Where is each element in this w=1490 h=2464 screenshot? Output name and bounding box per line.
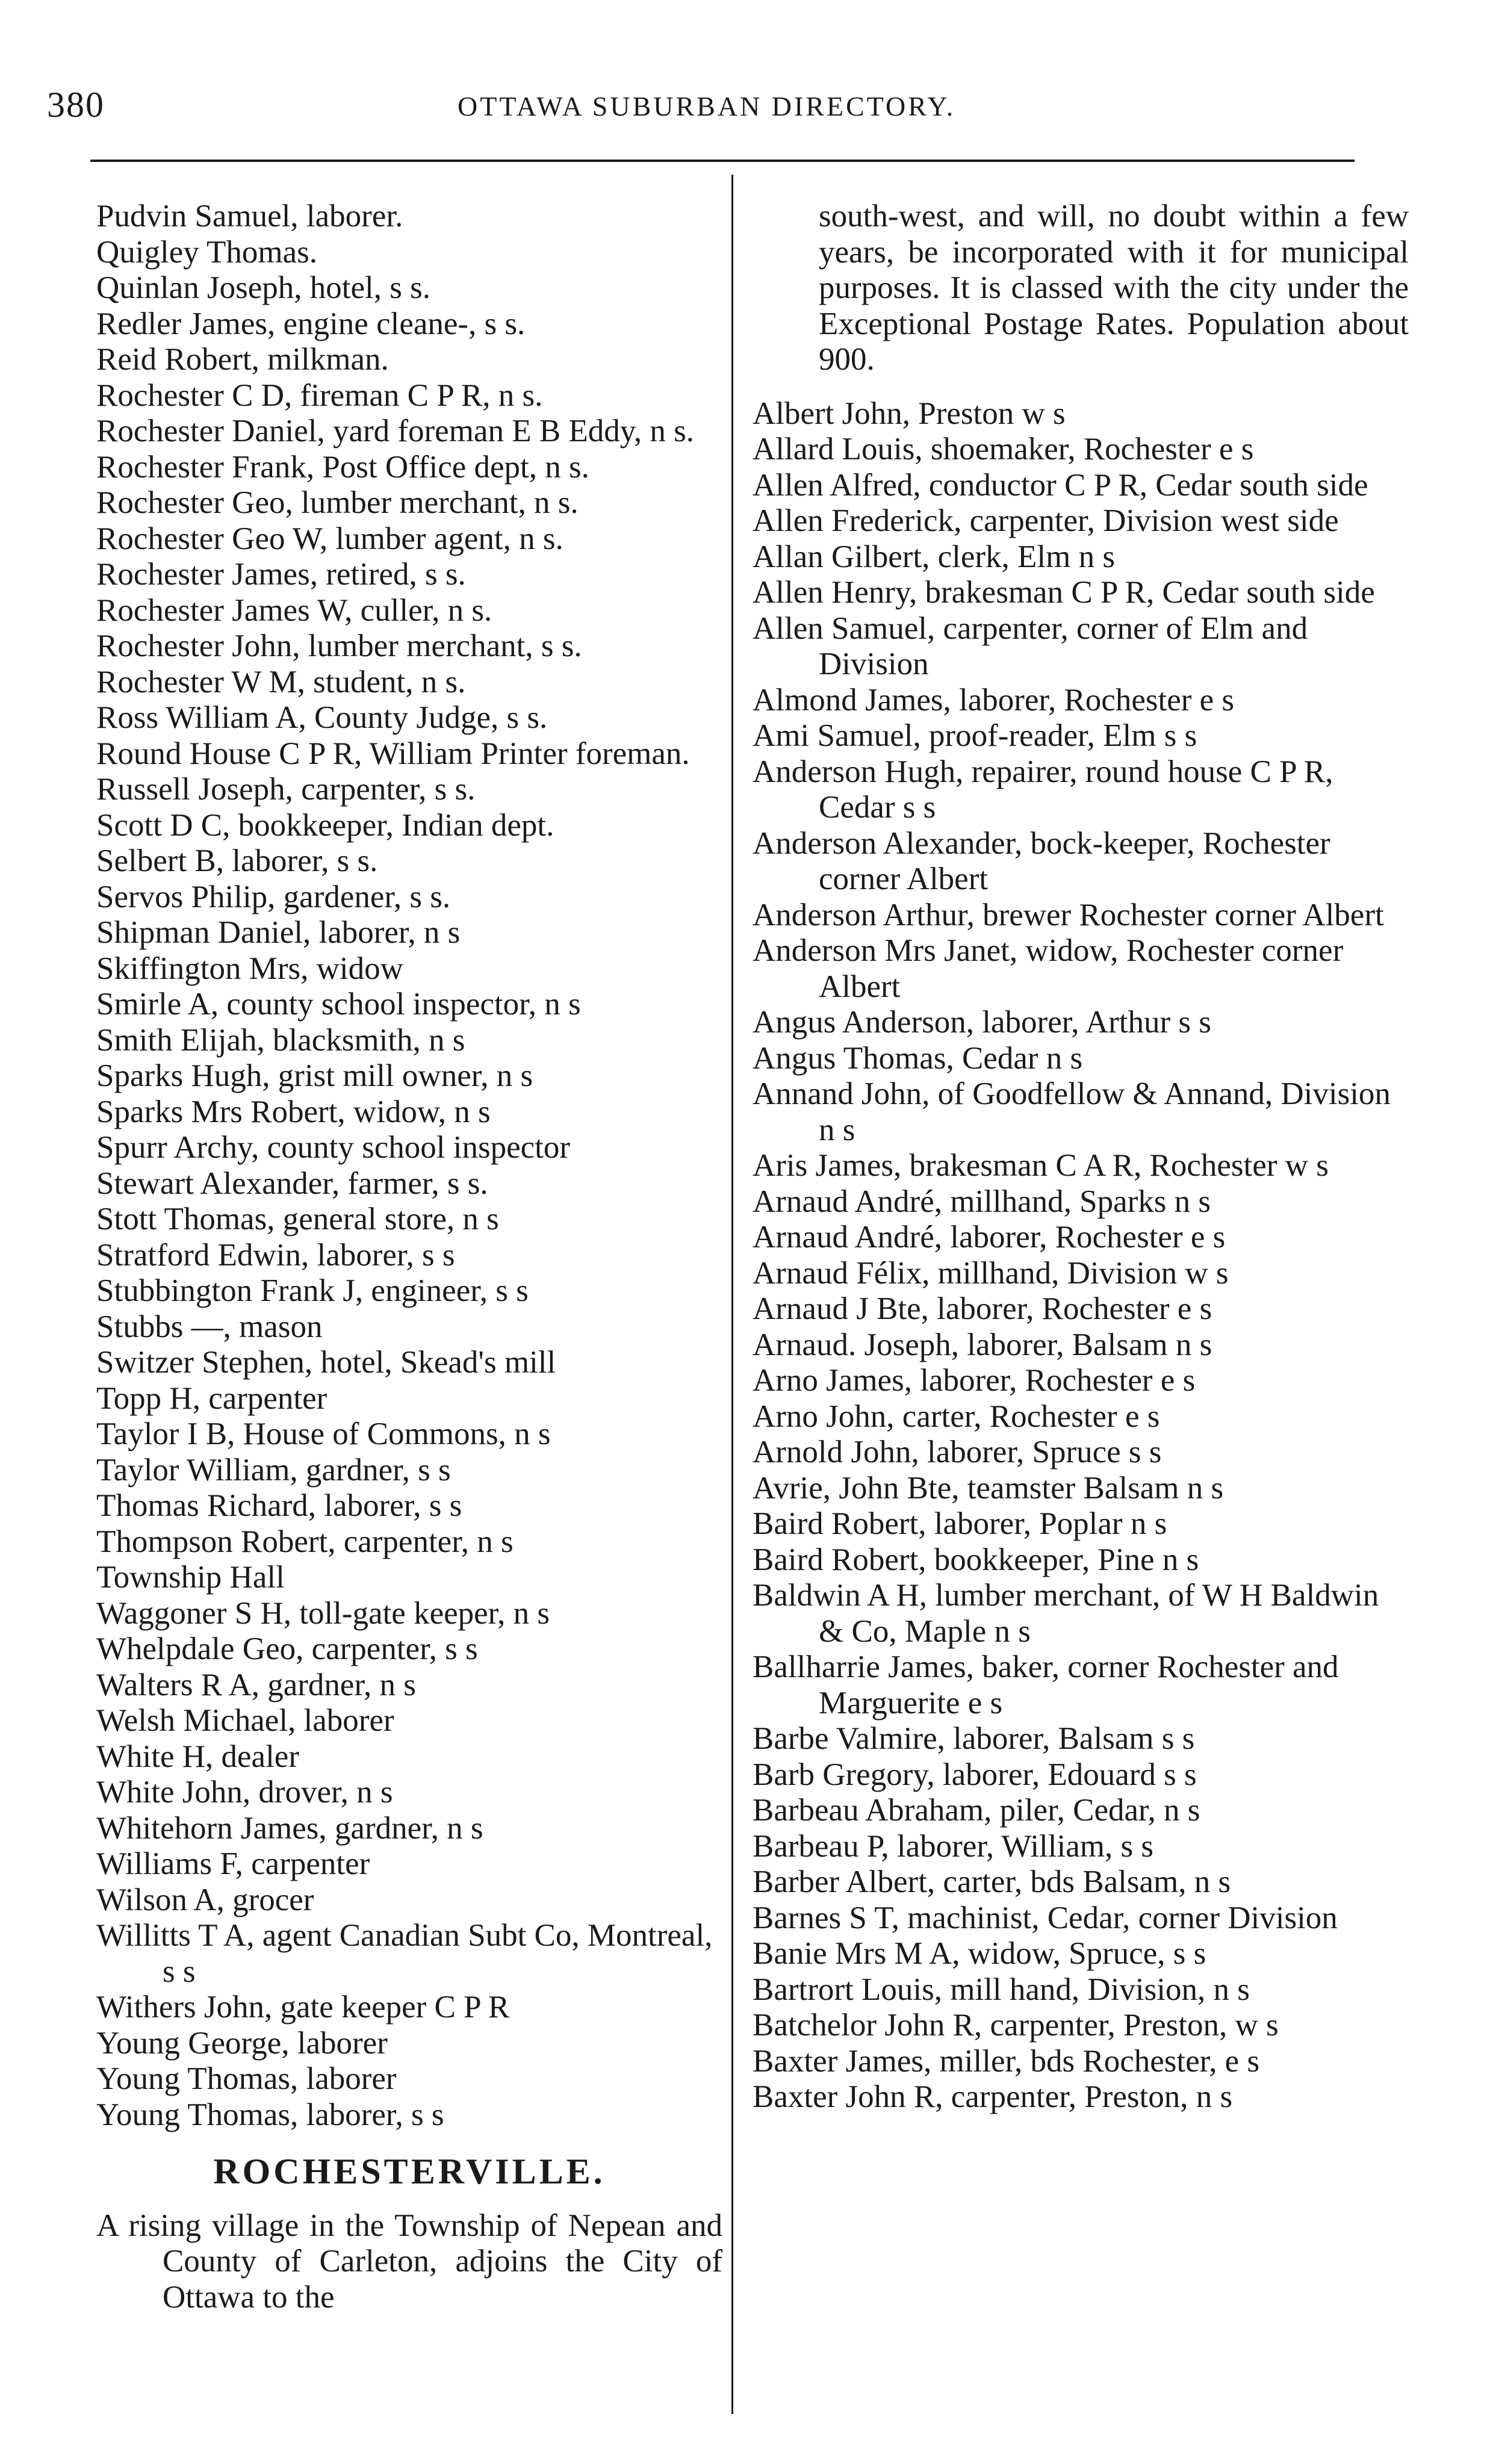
directory-entry: Thompson Robert, carpenter, n s — [96, 1524, 514, 1559]
directory-entry: Topp H, carpenter — [96, 1380, 327, 1416]
directory-entry: Quigley Thomas. — [96, 234, 318, 270]
directory-entry: Arnaud André, laborer, Rochester e s — [753, 1220, 1226, 1255]
directory-entry: Arnaud André, millhand, Sparks n s — [753, 1184, 1211, 1219]
directory-entry: White H, dealer — [96, 1739, 299, 1774]
directory-entry: Stott Thomas, general store, n s — [96, 1202, 499, 1237]
directory-entry: Rochester Geo, lumber merchant, n s. — [96, 485, 579, 520]
directory-entry: Albert John, Preston w s — [753, 396, 1066, 431]
right-entry-list — [753, 396, 1409, 2115]
directory-entry: Baxter John R, carpenter, Preston, n s — [753, 2079, 1233, 2114]
header-rule — [90, 160, 1355, 162]
directory-entry: Skiffington Mrs, widow — [96, 951, 403, 986]
directory-entry: Selbert B, laborer, s s. — [96, 843, 378, 878]
directory-entry: Township Hall — [96, 1560, 285, 1595]
directory-entry: Redler James, engine cleane-, s s. — [96, 306, 526, 341]
directory-entry: Barnes S T, machinist, Cedar, corner Division — [753, 1900, 1338, 1935]
directory-entry: Young Thomas, laborer — [96, 2061, 397, 2096]
running-title: OTTAWA SUBURBAN DIRECTORY. — [458, 91, 956, 122]
directory-entry: Rochester Daniel, yard foreman E B Eddy, n s. — [96, 414, 694, 448]
directory-entry: Baxter James, miller, bds Rochester, e s — [753, 2043, 1260, 2079]
directory-entry: Angus Thomas, Cedar n s — [753, 1040, 1083, 1076]
directory-entry: Rochester Frank, Post Office dept, n s. — [96, 449, 589, 485]
directory-entry: Stratford Edwin, laborer, s s — [96, 1237, 455, 1273]
directory-entry: Anderson Alexander, bock-keeper, Rochester corner Albert — [753, 825, 1330, 896]
section-heading: ROCHESTERVILLE. — [213, 2152, 606, 2191]
directory-entry: Rochester W M, student, n s. — [96, 664, 466, 700]
directory-entry: Whelpdale Geo, carpenter, s s — [96, 1631, 478, 1666]
directory-entry: Walters R A, gardner, n s — [96, 1667, 416, 1702]
directory-entry: Withers John, gate keeper C P R — [96, 1990, 510, 2025]
directory-entry: Round House C P R, William Printer foreman. — [96, 736, 690, 771]
directory-entry: Switzer Stephen, hotel, Skead's mill — [96, 1345, 556, 1380]
directory-entry: Baird Robert, bookkeeper, Pine n s — [753, 1542, 1199, 1577]
directory-entry: Rochester John, lumber merchant, s s. — [96, 628, 582, 663]
directory-entry: Williams F, carpenter — [96, 1846, 370, 1881]
directory-entry: Willitts T A, agent Canadian Subt Co, Montreal, s s — [96, 1918, 713, 1989]
directory-entry: Young George, laborer — [96, 2025, 388, 2061]
directory-entry: Anderson Arthur, brewer Rochester corner Albert — [753, 897, 1384, 933]
directory-entry: Taylor William, gardner, s s — [96, 1452, 451, 1488]
directory-entry: Baldwin A H, lumber merchant, of W H Baldwin & Co, Maple n s — [753, 1578, 1379, 1649]
directory-entry: Arnold John, laborer, Spruce s s — [753, 1435, 1162, 1469]
directory-entry: Barbe Valmire, laborer, Balsam s s — [753, 1721, 1195, 1756]
directory-entry: Ami Samuel, proof-reader, Elm s s — [753, 718, 1197, 753]
directory-entry: Aris James, brakesman C A R, Rochester w s — [753, 1148, 1329, 1183]
directory-entry: Wilson A, grocer — [96, 1882, 314, 1917]
directory-entry: Batchelor John R, carpenter, Preston, w s — [753, 2008, 1279, 2043]
directory-entry: Rochester James W, culler, n s. — [96, 592, 492, 628]
directory-entry: Allard Louis, shoemaker, Rochester e s — [753, 432, 1254, 467]
left-column — [96, 199, 722, 2333]
page-number: 380 — [47, 85, 105, 125]
directory-entry: Shipman Daniel, laborer, n s — [96, 915, 461, 950]
directory-entry: Servos Philip, gardener, s s. — [96, 879, 451, 914]
directory-entry: Almond James, laborer, Rochester e s — [753, 682, 1235, 718]
directory-entry: Whitehorn James, gardner, n s — [96, 1810, 483, 1846]
directory-entry: Reid Robert, milkman. — [96, 342, 389, 377]
directory-entry: Arnaud. Joseph, laborer, Balsam n s — [753, 1327, 1212, 1362]
left-entry-list — [96, 199, 722, 2133]
directory-entry: Allen Henry, brakesman C P R, Cedar south side — [753, 575, 1375, 610]
directory-entry: Ballharrie James, baker, corner Rochester and Marguerite e s — [753, 1649, 1339, 1721]
directory-entry: Barber Albert, carter, bds Balsam, n s — [753, 1864, 1231, 1899]
directory-entry: Allen Samuel, carpenter, corner of Elm and Division — [753, 610, 1308, 681]
directory-entry: Taylor I B, House of Commons, n s — [96, 1417, 551, 1451]
directory-entry: Allen Alfred, conductor C P R, Cedar south side — [753, 467, 1368, 503]
directory-entry: Pudvin Samuel, laborer. — [96, 199, 403, 234]
directory-entry: Welsh Michael, laborer — [96, 1703, 394, 1738]
section-intro: A rising village in the Township of Nepean and County of Carleton, adjoins the City of Ottawa to the — [96, 2208, 722, 2315]
directory-entry: Russell Joseph, carpenter, s s. — [96, 772, 476, 807]
directory-entry: Arno John, carter, Rochester e s — [753, 1398, 1160, 1434]
directory-entry: White John, drover, n s — [96, 1775, 393, 1810]
directory-entry: Barbeau P, laborer, William, s s — [753, 1828, 1153, 1864]
directory-entry: Smirle A, county school inspector, n s — [96, 987, 581, 1022]
directory-entry: Smith Elijah, blacksmith, n s — [96, 1022, 465, 1058]
directory-entry: Thomas Richard, laborer, s s — [96, 1488, 462, 1523]
directory-entry: Anderson Mrs Janet, widow, Rochester corner Albert — [753, 933, 1344, 1004]
column-divider — [731, 175, 733, 2414]
directory-entry: Scott D C, bookkeeper, Indian dept. — [96, 807, 554, 843]
right-column — [753, 199, 1409, 2115]
directory-entry: Baird Robert, laborer, Poplar n s — [753, 1506, 1167, 1541]
section-intro-continued: south-west, and will, no doubt within a few years, be incorporated with it for municipal purposes. It is classed with the city under the Exceptional Postage Rates. Population about 900. — [819, 199, 1409, 377]
directory-entry: Spurr Archy, county school inspector — [96, 1130, 571, 1165]
directory-entry: Avrie, John Bte, teamster Balsam n s — [753, 1470, 1224, 1506]
directory-entry: Allan Gilbert, clerk, Elm n s — [753, 539, 1115, 574]
directory-entry: Quinlan Joseph, hotel, s s. — [96, 270, 430, 305]
directory-entry: Barbeau Abraham, piler, Cedar, n s — [753, 1793, 1200, 1828]
directory-entry: Angus Anderson, laborer, Arthur s s — [753, 1005, 1211, 1040]
directory-entry: Arno James, laborer, Rochester e s — [753, 1363, 1196, 1398]
directory-entry: Rochester C D, fireman C P R, n s. — [96, 377, 543, 413]
directory-entry: Sparks Mrs Robert, widow, n s — [96, 1094, 491, 1129]
directory-entry: Annand John, of Goodfellow & Annand, Division n s — [753, 1076, 1391, 1147]
directory-entry: Stubbs —, mason — [96, 1309, 323, 1344]
directory-entry: Sparks Hugh, grist mill owner, n s — [96, 1058, 533, 1093]
directory-entry: Bartrort Louis, mill hand, Division, n s — [753, 1972, 1250, 2007]
directory-entry: Stubbington Frank J, engineer, s s — [96, 1273, 529, 1308]
directory-entry: Banie Mrs M A, widow, Spruce, s s — [753, 1936, 1206, 1971]
directory-entry: Stewart Alexander, farmer, s s. — [96, 1165, 488, 1201]
directory-entry: Allen Frederick, carpenter, Division west side — [753, 503, 1339, 538]
directory-entry: Anderson Hugh, repairer, round house C P R, Cedar s s — [753, 754, 1333, 825]
directory-entry: Young Thomas, laborer, s s — [96, 2097, 444, 2132]
directory-entry: Barb Gregory, laborer, Edouard s s — [753, 1757, 1197, 1792]
directory-entry: Rochester James, retired, s s. — [96, 557, 466, 592]
directory-entry: Rochester Geo W, lumber agent, n s. — [96, 521, 563, 556]
directory-entry: Ross William A, County Judge, s s. — [96, 700, 548, 735]
directory-entry: Waggoner S H, toll-gate keeper, n s — [96, 1595, 550, 1631]
directory-entry: Arnaud J Bte, laborer, Rochester e s — [753, 1291, 1212, 1326]
directory-entry: Arnaud Félix, millhand, Division w s — [753, 1255, 1229, 1291]
